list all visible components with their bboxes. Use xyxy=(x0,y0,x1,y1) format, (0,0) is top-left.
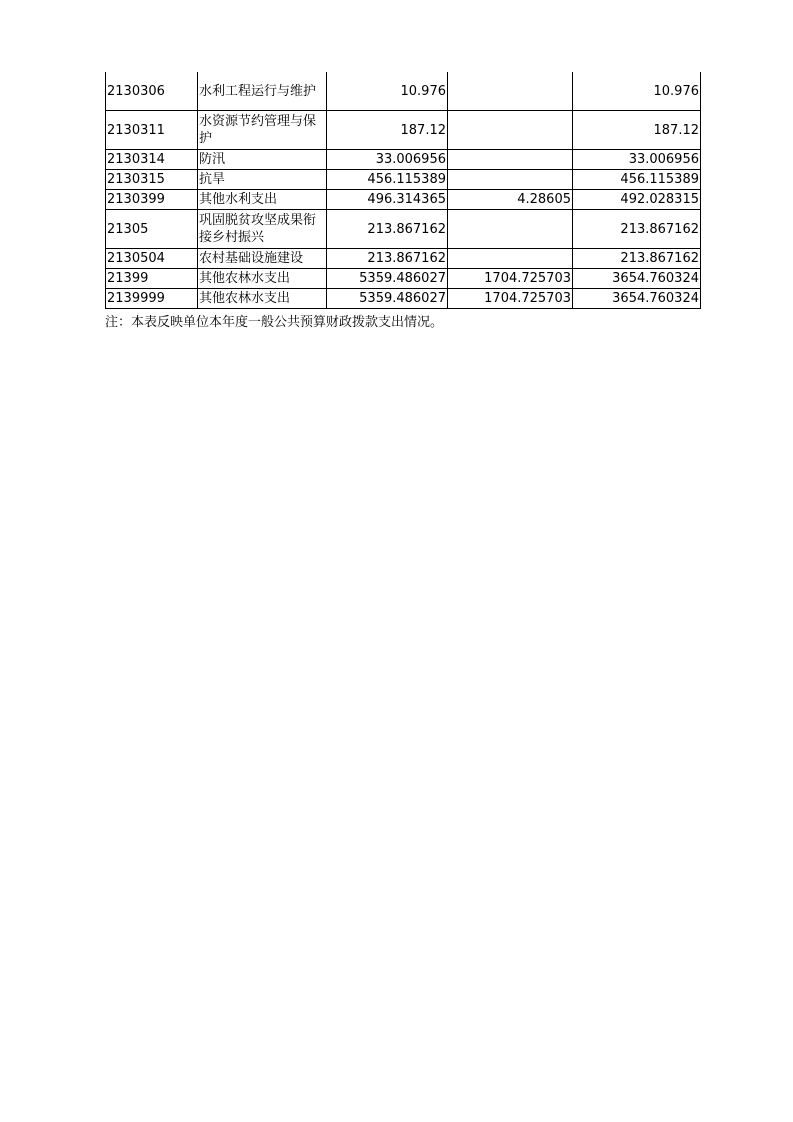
cell-name: 抗旱 xyxy=(198,170,327,190)
table-row xyxy=(106,190,701,210)
cell-total: 496.314365 xyxy=(327,190,448,210)
cell-project: 456.115389 xyxy=(573,170,701,190)
table-row xyxy=(106,269,701,289)
cell-code: 21305 xyxy=(106,210,198,249)
cell-total: 213.867162 xyxy=(327,210,448,249)
cell-code: 2130314 xyxy=(106,150,198,170)
cell-code: 2130311 xyxy=(106,111,198,150)
cell-project: 3654.760324 xyxy=(573,289,701,309)
expenditure-table xyxy=(105,72,701,309)
cell-total: 5359.486027 xyxy=(327,289,448,309)
cell-code: 2130315 xyxy=(106,170,198,190)
cell-name: 其他水利支出 xyxy=(198,190,327,210)
cell-name: 其他农林水支出 xyxy=(198,289,327,309)
cell-project: 492.028315 xyxy=(573,190,701,210)
cell-code: 2130306 xyxy=(106,72,198,111)
cell-total: 213.867162 xyxy=(327,249,448,269)
cell-total: 33.006956 xyxy=(327,150,448,170)
table-note: 注：本表反映单位本年度一般公共预算财政拨款支出情况。 xyxy=(105,315,444,330)
table-row xyxy=(106,72,701,111)
cell-total: 456.115389 xyxy=(327,170,448,190)
cell-basic xyxy=(448,150,573,170)
cell-basic xyxy=(448,111,573,150)
table-row xyxy=(106,249,701,269)
cell-name: 水利工程运行与维护 xyxy=(198,72,327,111)
cell-project: 10.976 xyxy=(573,72,701,111)
cell-basic xyxy=(448,249,573,269)
table-row xyxy=(106,170,701,190)
table-body xyxy=(106,72,701,309)
cell-name: 其他农林水支出 xyxy=(198,269,327,289)
table-row xyxy=(106,210,701,249)
cell-basic xyxy=(448,72,573,111)
cell-basic: 1704.725703 xyxy=(448,269,573,289)
table-row xyxy=(106,289,701,309)
cell-basic: 1704.725703 xyxy=(448,289,573,309)
cell-project: 213.867162 xyxy=(573,249,701,269)
cell-project: 213.867162 xyxy=(573,210,701,249)
cell-code: 2130504 xyxy=(106,249,198,269)
cell-total: 10.976 xyxy=(327,72,448,111)
cell-name: 水资源节约管理与保护 xyxy=(198,111,327,150)
cell-name: 农村基础设施建设 xyxy=(198,249,327,269)
cell-code: 21399 xyxy=(106,269,198,289)
expenditure-table-container xyxy=(105,72,701,309)
cell-project: 3654.760324 xyxy=(573,269,701,289)
cell-basic xyxy=(448,170,573,190)
cell-code: 2130399 xyxy=(106,190,198,210)
cell-total: 5359.486027 xyxy=(327,269,448,289)
cell-basic xyxy=(448,210,573,249)
cell-name: 巩固脱贫攻坚成果衔接乡村振兴 xyxy=(198,210,327,249)
table-row xyxy=(106,150,701,170)
cell-basic: 4.28605 xyxy=(448,190,573,210)
cell-code: 2139999 xyxy=(106,289,198,309)
cell-project: 33.006956 xyxy=(573,150,701,170)
table-row xyxy=(106,111,701,150)
cell-name: 防汛 xyxy=(198,150,327,170)
cell-total: 187.12 xyxy=(327,111,448,150)
cell-project: 187.12 xyxy=(573,111,701,150)
